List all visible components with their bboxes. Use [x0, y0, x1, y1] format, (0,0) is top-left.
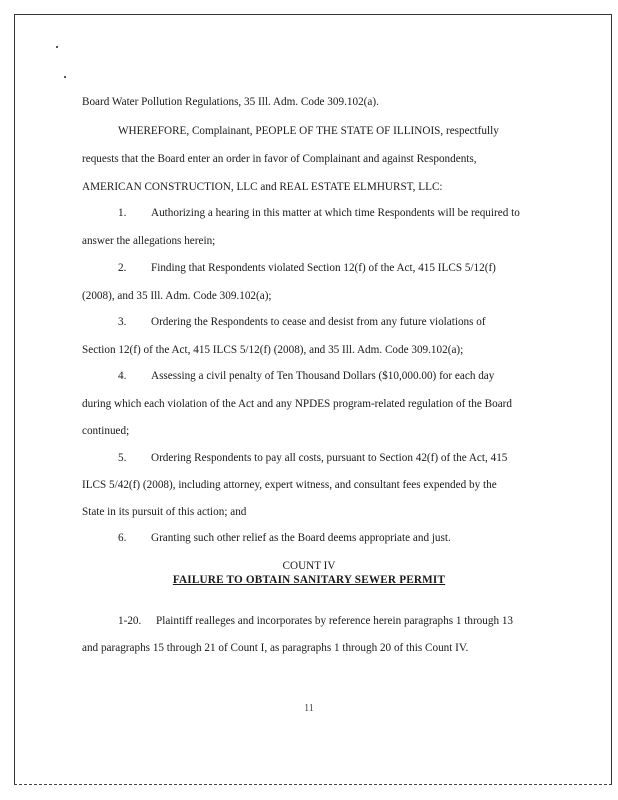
- body-line: requests that the Board enter an order in favor of Complainant and against Respondents,: [82, 153, 477, 165]
- count-title: FAILURE TO OBTAIN SANITARY SEWER PERMIT: [172, 574, 446, 586]
- count-iv-paragraph: [118, 614, 573, 628]
- item-number: 3.: [118, 316, 127, 328]
- item-text: Assessing a civil penalty of Ten Thousand Dollars ($10,000.00) for each day: [151, 370, 495, 382]
- item-text: Granting such other relief as the Board deems appropriate and just.: [151, 532, 451, 544]
- item-text: Ordering Respondents to pay all costs, pursuant to Section 42(f) of the Act, 415: [151, 452, 508, 464]
- page-border-top: [14, 14, 612, 15]
- count-heading: COUNT IV: [282, 560, 336, 572]
- page-number: 11: [304, 703, 314, 714]
- item-number: 1-20.: [118, 615, 142, 627]
- prayer-item-4: [118, 369, 573, 383]
- item-continuation: during which each violation of the Act and any NPDES program-related regulation of the Board: [82, 398, 512, 410]
- item-number: 6.: [118, 532, 127, 544]
- item-continuation: Section 12(f) of the Act, 415 ILCS 5/12(f) (2008), and 35 Ill. Adm. Code 309.102(a);: [82, 344, 464, 356]
- page-border-bottom: [14, 784, 612, 785]
- item-text: Authorizing a hearing in this matter at which time Respondents will be required to: [151, 207, 520, 219]
- prayer-item-2: [118, 261, 573, 275]
- item-number: 5.: [118, 452, 127, 464]
- prayer-item-5: [118, 451, 573, 465]
- item-continuation: answer the allegations herein;: [82, 235, 216, 247]
- item-number: 1.: [118, 207, 127, 219]
- item-number: 2.: [118, 262, 127, 274]
- item-text: Plaintiff realleges and incorporates by reference herein paragraphs 1 through 13: [156, 615, 514, 627]
- item-number: 4.: [118, 370, 127, 382]
- item-text: Finding that Respondents violated Section 12(f) of the Act, 415 ILCS 5/12(f): [151, 262, 496, 274]
- item-text: Ordering the Respondents to cease and desist from any future violations of: [151, 316, 486, 328]
- page-border-left: [14, 14, 15, 784]
- body-line: AMERICAN CONSTRUCTION, LLC and REAL ESTATE ELMHURST, LLC:: [82, 181, 443, 193]
- scan-speck: [64, 76, 66, 78]
- item-continuation: ILCS 5/42(f) (2008), including attorney, expert witness, and consultant fees expended by the: [82, 479, 497, 491]
- item-continuation: (2008), and 35 Ill. Adm. Code 309.102(a);: [82, 290, 272, 302]
- body-line: WHEREFORE, Complainant, PEOPLE OF THE STATE OF ILLINOIS, respectfully: [118, 125, 499, 137]
- item-continuation: and paragraphs 15 through 21 of Count I, as paragraphs 1 through 20 of this Count IV.: [82, 642, 469, 654]
- item-continuation: continued;: [82, 425, 130, 437]
- prayer-item-3: [118, 315, 573, 329]
- prayer-item-1: [118, 206, 573, 220]
- page-border-right: [611, 14, 612, 784]
- item-continuation: State in its pursuit of this action; and: [82, 506, 247, 518]
- prayer-item-6: [118, 531, 573, 545]
- body-line: Board Water Pollution Regulations, 35 Ill. Adm. Code 309.102(a).: [82, 96, 379, 108]
- scan-speck: [56, 46, 58, 48]
